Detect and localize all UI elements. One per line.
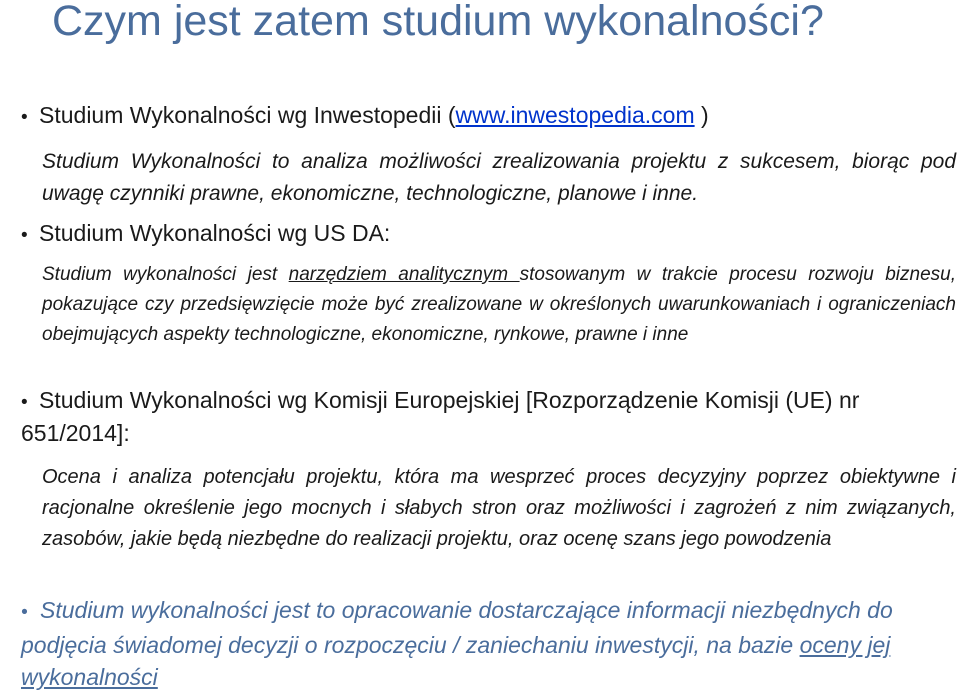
heading-text: Studium Wykonalności wg Inwestopedii (: [39, 102, 456, 128]
investopedia-link[interactable]: www.inwestopedia.com: [455, 102, 695, 128]
definition-ec: Ocena i analiza potencjału projektu, która ma wesprzeć proces decyzyjny poprzez obiektywne i racjonalne określenie jego mocnych i słabych stron oraz możliwości i zagrożeń z nim związanych, zasobów, jakie będą niezbędne do realizacji projektu, oraz ocenę szans jego powodzenia: [42, 466, 956, 550]
bullet-heading-investopedia: [21, 100, 709, 133]
conclusion-text: Studium wykonalności jest to opracowanie dostarczające informacji niezbędnych do podjęcia świadomej decyzji o rozpoczęciu / zaniechaniu inwestycji, na bazie: [21, 597, 893, 658]
conclusion-paragraph: [21, 594, 956, 693]
bullet-icon: •: [21, 392, 28, 413]
page-title: Czym jest zatem studium wykonalności?: [52, 0, 824, 45]
definition-usda: [42, 260, 956, 350]
bullet-icon: •: [21, 225, 28, 246]
bullet-heading-usda: [21, 218, 390, 251]
conclusion-underlined: oceny jej wykonalności: [21, 632, 891, 690]
underlined-phrase: narzędziem analitycznym: [288, 264, 520, 285]
definition-text-start: Studium wykonalności jest: [42, 264, 289, 285]
bullet-icon: •: [21, 602, 28, 623]
bullet-icon: •: [21, 107, 28, 128]
bullet-heading-ec: [21, 385, 956, 449]
definition-text-end: stosowanym w trakcie procesu rozwoju biznesu, pokazujące czy przedsięwzięcie może być zrealizowane w określonych uwarunkowaniach i ograniczeniach obejmujących aspekty technologiczne, ekonomiczne, rynkowe, prawne i inne: [42, 264, 956, 345]
heading-text: Studium Wykonalności wg Komisji Europejskiej [Rozporządzenie Komisji (UE) nr 651/2014]:: [21, 387, 860, 446]
heading-suffix: ): [694, 102, 709, 128]
heading-text: Studium Wykonalności wg US DA:: [39, 220, 391, 246]
definition-investopedia: Studium Wykonalności to analiza możliwości zrealizowania projektu z sukcesem, biorąc pod uwagę czynniki prawne, ekonomiczne, technologiczne, planowe i inne.: [42, 150, 956, 205]
